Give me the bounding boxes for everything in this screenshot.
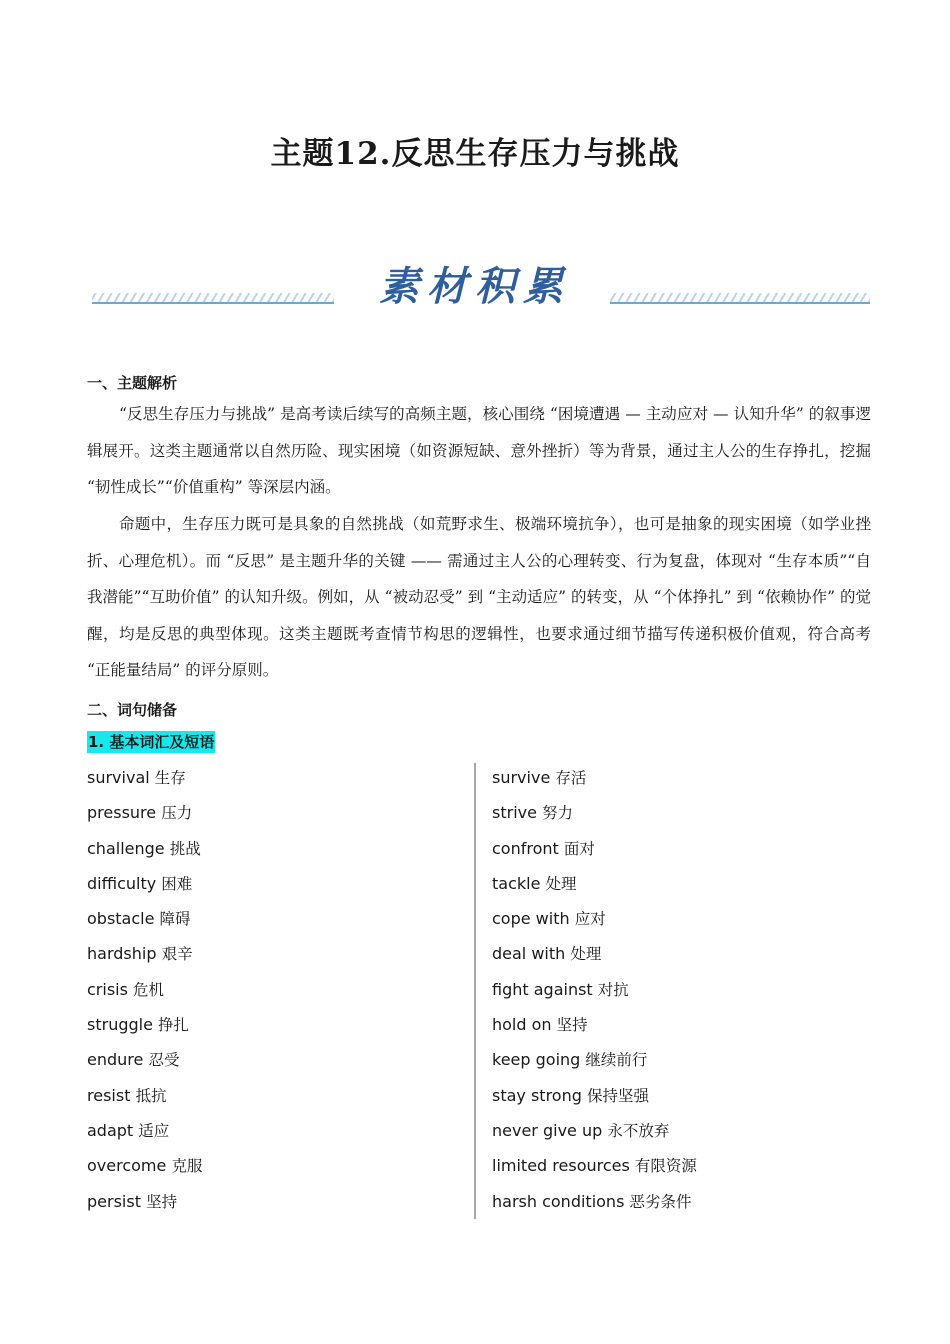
vocab-item — [87, 1042, 202, 1077]
vocab-chinese: 忍受 — [148, 1051, 180, 1070]
vocab-chinese: 对抗 — [597, 980, 629, 999]
vocab-chinese: 努力 — [542, 804, 574, 823]
vocab-item — [492, 831, 697, 866]
vocab-chinese: 困难 — [161, 874, 193, 893]
vocab-item — [492, 936, 697, 971]
vocab-english: fight against — [492, 979, 593, 999]
banner-left-decoration — [92, 293, 334, 304]
vocab-english: survive — [492, 768, 551, 787]
vocab-chinese: 艰辛 — [161, 945, 193, 964]
vocab-english: challenge — [87, 838, 165, 858]
section-banner: 素材积累 — [379, 263, 571, 310]
vocab-item — [492, 1042, 697, 1077]
vocab-column-right — [492, 760, 697, 1219]
paragraph-1: “反思生存压力与挑战” 是高考读后续写的高频主题，核心围绕 “困境遭遇 — 主动应对 — 认知升华” 的叙事逻辑展开。这类主题通常以自然历险、现实困境（如资源短缺、意外挫折）等为背景，通过主人公的生存挣扎，挖掘 “韧性成长”“价值重构” 等深层内涵。 — [87, 405, 871, 496]
vocab-english: confront — [492, 838, 559, 858]
vocab-chinese: 障碍 — [159, 910, 191, 929]
vocab-english: resist — [87, 1085, 131, 1105]
vocab-english: harsh conditions — [492, 1191, 625, 1211]
vocab-english: endure — [87, 1050, 144, 1070]
vocab-item — [492, 1148, 697, 1183]
vocab-english: persist — [87, 1191, 141, 1211]
paragraph-2: 命题中，生存压力既可是具象的自然挑战（如荒野求生、极端环境抗争），也可是抽象的现实困境（如学业挫折、心理危机）。而 “反思” 是主题升华的关键 —— 需通过主人公的心理转变、行为复盘，体现对 “生存本质”“自我潜能”“互助价值” 的认知升级。例如，从 “被动忍受” 到 “主动适应” 的转变，从 “个体挣扎” 到 “依赖协作” 的觉醒，均是反思的典型体现。这类主题既考查情节构思的逻辑性，也要求通过细节描写传递积极价值观，符合高考 “正能量结局” 的评分原则。 — [87, 515, 871, 679]
vocab-chinese: 危机 — [133, 980, 165, 999]
vocab-item — [87, 831, 202, 866]
vocab-chinese: 永不放弃 — [607, 1121, 670, 1140]
vocab-item — [87, 936, 202, 971]
vocab-english: cope with — [492, 909, 570, 929]
vocab-subheading: 1. 基本词汇及短语 — [88, 733, 215, 751]
vocab-english: survival — [87, 768, 150, 787]
vocab-item — [87, 760, 202, 795]
vocab-chinese: 挑战 — [169, 839, 201, 858]
vocab-english: never give up — [492, 1120, 603, 1140]
vocab-chinese: 挣扎 — [158, 1016, 190, 1035]
vocab-item — [87, 866, 202, 901]
vocab-english: difficulty — [87, 873, 157, 893]
vocab-english: limited resources — [492, 1156, 630, 1176]
vocab-chinese: 继续前行 — [585, 1051, 648, 1070]
vocab-chinese: 处理 — [545, 874, 577, 893]
vocab-item — [492, 901, 697, 936]
vocab-item — [87, 972, 202, 1007]
vocab-chinese: 面对 — [563, 839, 595, 858]
vocab-item — [492, 1184, 697, 1219]
vocab-english: deal with — [492, 944, 566, 964]
vocab-column-left — [87, 760, 202, 1219]
vocab-chinese: 有限资源 — [634, 1157, 697, 1176]
vocab-item — [492, 972, 697, 1007]
vocab-english: tackle — [492, 873, 541, 893]
vocab-english: crisis — [87, 979, 128, 999]
vocab-english: hold on — [492, 1015, 552, 1035]
column-divider — [474, 763, 476, 1219]
vocab-item — [87, 1078, 202, 1113]
page-title: 主题12.反思生存压力与挑战 — [270, 136, 680, 172]
vocab-english: struggle — [87, 1015, 153, 1035]
vocab-chinese: 保持坚强 — [586, 1086, 649, 1105]
vocab-item — [492, 1078, 697, 1113]
vocab-english: stay strong — [492, 1085, 582, 1105]
vocab-chinese: 存活 — [555, 769, 587, 787]
vocab-chinese: 生存 — [154, 769, 186, 787]
vocab-english: strive — [492, 803, 537, 823]
banner-right-decoration — [610, 293, 870, 304]
vocab-item — [87, 795, 202, 830]
vocab-item — [87, 901, 202, 936]
vocab-item — [492, 1113, 697, 1148]
vocab-item — [87, 1007, 202, 1042]
vocab-chinese: 坚持 — [556, 1016, 588, 1035]
vocab-item — [87, 1113, 202, 1148]
vocab-item — [492, 866, 697, 901]
vocab-chinese: 适应 — [138, 1121, 170, 1140]
vocab-chinese: 压力 — [161, 804, 193, 823]
section2-heading: 二、词句储备 — [87, 701, 178, 719]
vocab-chinese: 坚持 — [146, 1192, 178, 1211]
vocab-chinese: 恶劣条件 — [629, 1192, 692, 1211]
vocab-english: adapt — [87, 1120, 134, 1140]
vocab-item — [492, 760, 697, 795]
vocab-english: pressure — [87, 803, 157, 823]
vocab-item — [87, 1184, 202, 1219]
vocab-english: hardship — [87, 944, 157, 964]
vocab-item — [492, 1007, 697, 1042]
vocab-english: overcome — [87, 1156, 167, 1176]
vocab-item — [87, 1148, 202, 1183]
section1-heading: 一、主题解析 — [87, 374, 178, 392]
vocab-chinese: 抵抗 — [135, 1086, 167, 1105]
vocab-chinese: 克服 — [171, 1157, 203, 1176]
vocab-english: keep going — [492, 1050, 581, 1070]
vocab-english: obstacle — [87, 909, 155, 929]
vocab-chinese: 处理 — [570, 945, 602, 964]
vocab-item — [492, 795, 697, 830]
vocab-chinese: 应对 — [574, 910, 606, 929]
